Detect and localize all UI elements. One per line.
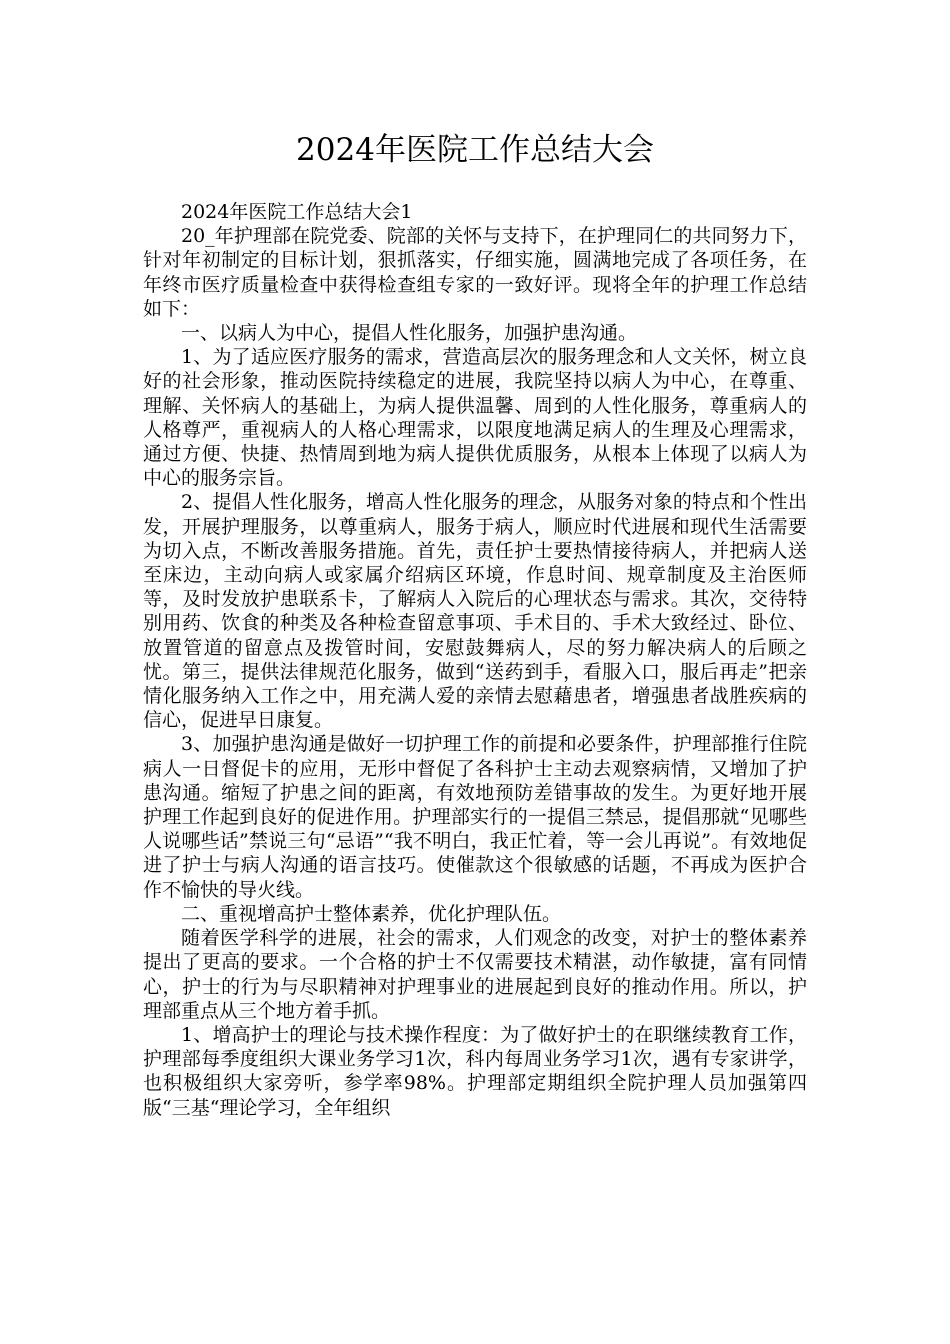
- body-paragraph: 1、增高护士的理论与技术操作程度：为了做好护士的在职继续教育工作，护理部每季度组织大课业务学习1次，科内每周业务学习1次，遇有专家讲学，也积极组织大家旁听，参学率98%。护理部定期组织全院护理人员加强第四版“三基“理论学习，全年组织: [143, 1023, 807, 1119]
- document-body: [143, 200, 807, 1120]
- body-paragraph: 1、为了适应医疗服务的需求，营造高层次的服务理念和人文关怀，树立良好的社会形象，推动医院持续稳定的进展，我院坚持以病人为中心，在尊重、理解、关怀病人的基础上，为病人提供温馨、周到的人性化服务，尊重病人的人格尊严，重视病人的人格心理需求，以限度地满足病人的生理及心理需求，通过方便、快捷、热情周到地为病人提供优质服务，从根本上体现了以病人为中心的服务宗旨。: [143, 346, 807, 490]
- body-paragraph: 3、加强护患沟通是做好一切护理工作的前提和必要条件，护理部推行住院病人一日督促卡的应用，无形中督促了各科护士主动去观察病情，又增加了护患沟通。缩短了护患之间的距离，有效地预防差错事故的发生。为更好地开展护理工作起到良好的促进作用。护理部实行的一提倡三禁忌，提倡那就“见哪些人说哪些话”禁说三句“忌语”“我不明白，我正忙着，等一会儿再说”。有效地促进了护士与病人沟通的语言技巧。使催款这个很敏感的话题，不再成为医护合作不愉快的导火线。: [143, 733, 807, 901]
- intro-paragraph: 20_年护理部在院党委、院部的关怀与支持下，在护理同仁的共同努力下，针对年初制定的目标计划，狠抓落实，仔细实施，圆满地完成了各项任务，在年终市医疗质量检查中获得检查组专家的一致好评。现将全年的护理工作总结如下：: [143, 225, 807, 320]
- body-paragraph: 随着医学科学的进展，社会的需求，人们观念的改变，对护士的整体素养提出了更高的要求。一个合格的护士不仅需要技术精湛，动作敏捷，富有同情心，护士的行为与尽职精神对护理事业的进展起到良好的推动作用。所以，护理部重点从三个地方着手抓。: [143, 927, 807, 1022]
- section-heading-1: 一、以病人为中心，提倡人性化服务，加强护患沟通。: [181, 322, 638, 345]
- document-title: 2024年医院工作总结大会: [296, 132, 654, 168]
- section-heading-2: 二、重视增高护士整体素养，优化护理队伍。: [181, 902, 562, 925]
- subtitle-paragraph: 2024年医院工作总结大会1: [181, 201, 413, 223]
- body-paragraph: 2、提倡人性化服务，增高人性化服务的理念，从服务对象的特点和个性出发，开展护理服务，以尊重病人，服务于病人，顺应时代进展和现代生活需要为切入点，不断改善服务措施。首先，责任护士要热情接待病人，并把病人送至床边，主动向病人或家属介绍病区环境，作息时间、规章制度及主治医师等，及时发放护患联系卡，了解病人入院后的心理状态与需求。其次，交待特别用药、饮食的种类及各种检查留意事项、手术目的、手术大致经过、卧位、放置管道的留意点及拨管时间，安慰鼓舞病人，尽的努力解决病人的后顾之忧。第三，提供法律规范化服务，做到“送药到手，看服入口，服后再走”把亲情化服务纳入工作之中，用充满人爱的亲情去慰藉患者，增强患者战胜疾病的信心，促进早日康复。: [143, 491, 807, 732]
